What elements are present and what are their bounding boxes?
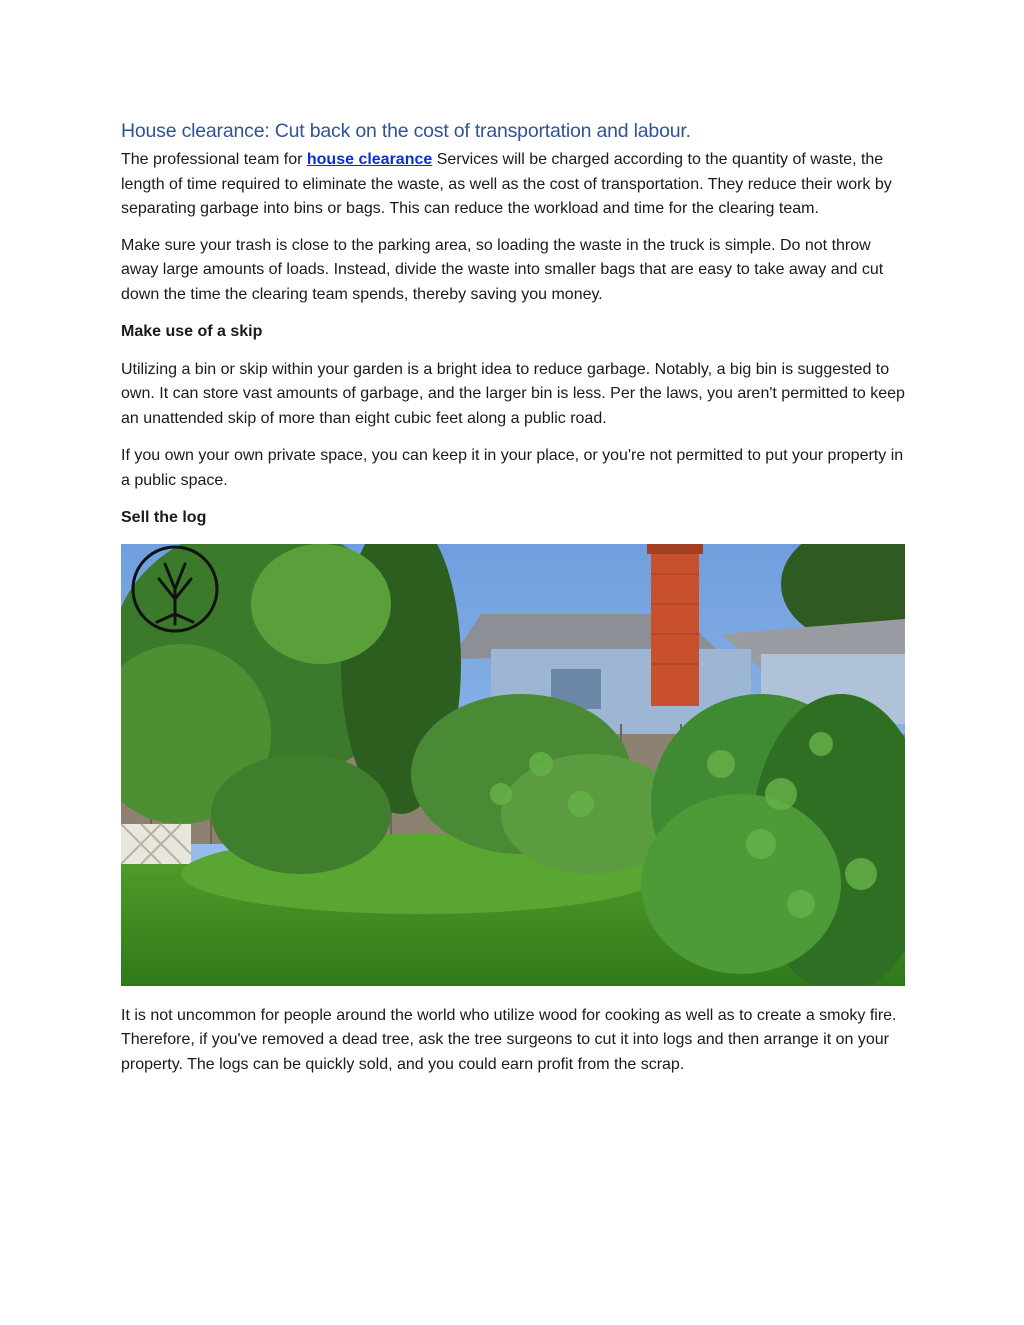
intro-paragraph xyxy=(121,148,905,222)
document-page xyxy=(121,118,905,1090)
paragraph-skip: Utilizing a bin or skip within your garden is a bright idea to reduce garbage. Notably, a big bin is suggested to own. It can store vast amounts of garbage, and the larger bin is less. Per the laws, you aren't permitted to keep an unattended skip of more than eight cubic feet along a public road. xyxy=(121,360,905,427)
heading-make-use-of-skip: Make use of a skip xyxy=(121,323,263,340)
heading-sell-the-log: Sell the log xyxy=(121,509,207,526)
overgrown-garden-photo xyxy=(121,544,905,986)
paragraph-sell-log: It is not uncommon for people around the world who utilize wood for cooking as well as to create a smoky fire. Therefore, if you've removed a dead tree, ask the tree surgeons to cut it into logs and then arrange it on your property. The logs can be quickly sold, and you could earn profit from the scrap. xyxy=(121,1006,897,1073)
article-title: House clearance: Cut back on the cost of transportation and labour. xyxy=(121,120,691,142)
paragraph-trash-parking: Make sure your trash is close to the parking area, so loading the waste in the truck is simple. Do not throw away large amounts of loads. Instead, divide the waste into smaller bags that are easy to take away and cut down the time the clearing team spends, thereby saving you money. xyxy=(121,236,884,303)
intro-prefix: The professional team for xyxy=(121,151,307,168)
intro-suffix: Services will be charged according to the quantity of waste, the length of time required to eliminate the waste, as well as the cost of transportation. They reduce their work by separating garbage into bins or bags. This can reduce the workload and time for the clearing team. xyxy=(121,151,892,217)
house-clearance-link[interactable]: house clearance xyxy=(306,151,433,168)
paragraph-private-space: If you own your own private space, you can keep it in your place, or you're not permitted to put your property in a public space. xyxy=(121,447,904,489)
